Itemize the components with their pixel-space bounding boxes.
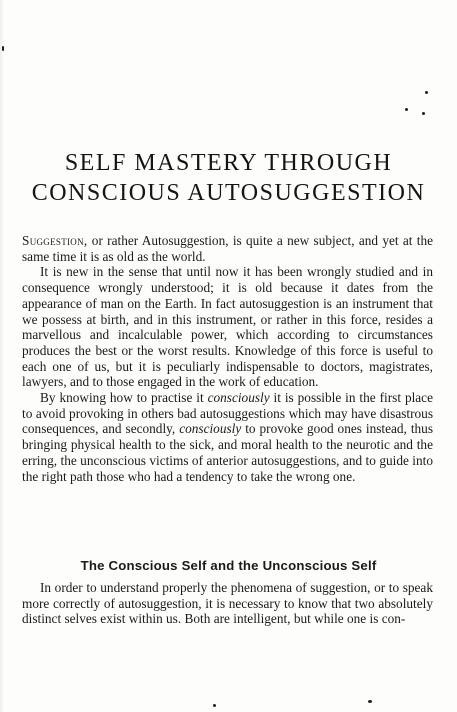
scan-edge-shadow xyxy=(0,0,4,712)
section-heading: The Conscious Self and the Unconscious Self xyxy=(80,558,377,573)
scan-speck xyxy=(2,46,4,51)
intro-text xyxy=(22,233,433,484)
chapter-title-line-2: CONSCIOUS AUTOSUGGESTION xyxy=(31,180,426,206)
paragraph-3-text-b: it is possible in the first place to avoid provoking in others bad autosuggestions which may have disastrous consequences, and secondly, xyxy=(22,390,433,437)
scan-speck xyxy=(368,700,372,703)
opening-word: Suggestion, xyxy=(22,233,88,248)
scan-speck xyxy=(422,112,425,115)
chapter-title xyxy=(20,148,437,208)
paragraph-3 xyxy=(22,390,433,484)
paragraph-1 xyxy=(22,233,433,264)
paragraph-3-text-c: to provoke good ones instead, thus bringing physical health to the sick, and moral health to the neurotic and the erring, the unconscious victims of anterior autosuggestions, and to guide into the right path those who had a tendency to take the wrong one. xyxy=(22,421,433,484)
scan-speck xyxy=(405,108,408,111)
scan-speck xyxy=(425,91,428,94)
paragraph-1-text: or rather Autosuggestion, is quite a new subject, and yet at the same time it is as old as the world. xyxy=(22,233,433,264)
emphasis-consciously-2: consciously xyxy=(179,421,242,437)
scan-speck xyxy=(213,704,216,707)
paragraph-3-text-a: By knowing how to practise it xyxy=(40,390,208,406)
paragraph-2: It is new in the sense that until now it has been wrongly studied and in consequence wrongly understood; it is old because it dates from the appearance of man on the Earth. In fact autosuggestion is an instrument that we possess at birth, and in this instrument, or rather in this force, resides a marvellous and incalculable power, which according to circumstances produces the best or the worst results. Knowledge of this force is useful to each one of us, but it is peculiarly indispensable to doctors, magistrates, lawyers, and to those engaged in the work of education. xyxy=(22,264,433,390)
section-paragraph-1: In order to understand properly the phenomena of suggestion, or to speak more correctly of autosuggestion, it is necessary to know that two absolutely distinct selves exist within us. Both are intelligent, but while one is con- xyxy=(22,580,433,627)
section-text xyxy=(22,580,433,627)
chapter-title-line-1: SELF MASTERY THROUGH xyxy=(64,150,393,176)
emphasis-consciously-1: consciously xyxy=(207,390,270,406)
